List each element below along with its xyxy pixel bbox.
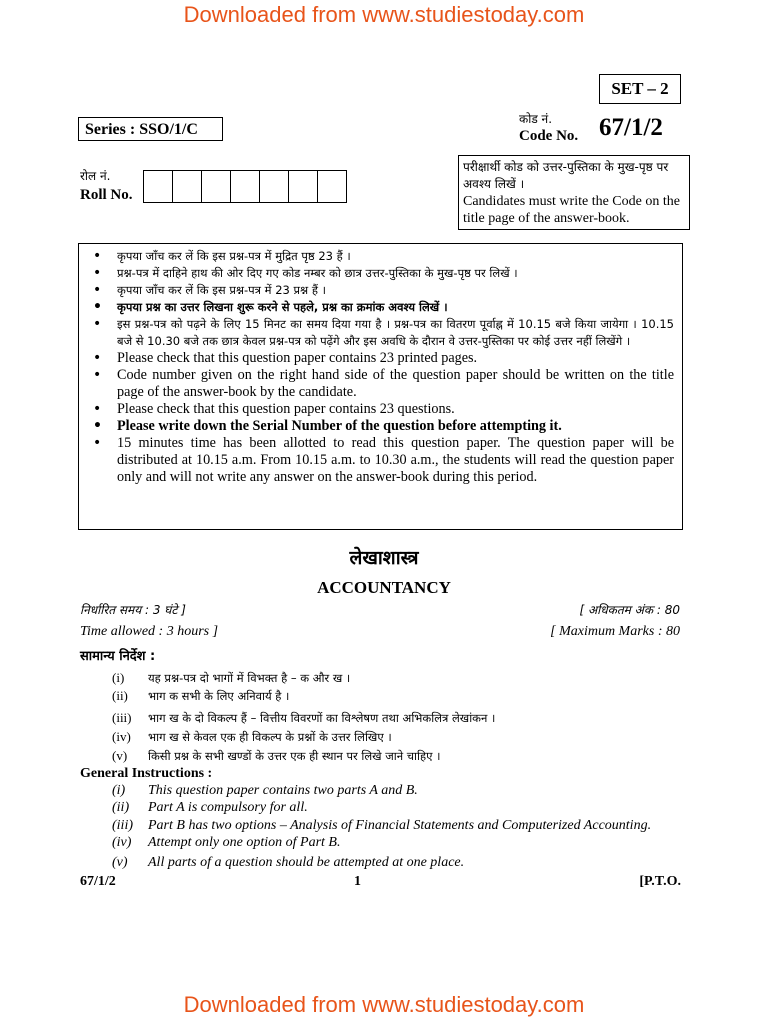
instruction-item: • कृपया जाँच कर लें कि इस प्रश्न-पत्र में मुद्रित पृष्ठ 23 हैं । (89, 248, 674, 265)
roll-digit-box (231, 171, 260, 202)
instruction-item: • कृपया जाँच कर लें कि इस प्रश्न-पत्र में 23 प्रश्न हैं । (89, 282, 674, 299)
instruction-item: • प्रश्न-पत्र में दाहिने हाथ की ओर दिए गए कोड नम्बर को छात्र उत्तर-पुस्तिका के मुख-पृष्ठ पर लिखें । (89, 265, 674, 282)
general-instruction-hindi: (iii) भाग ख के दो विकल्प हैं – वित्तीय विवरणों का विश्लेषण तथा अभिकलित्र लेखांकन । (112, 710, 496, 725)
roll-digit-box (260, 171, 289, 202)
instruction-item: • Please check that this question paper contains 23 printed pages. (89, 350, 674, 367)
page-number: 1 (354, 874, 361, 889)
max-marks: [ Maximum Marks : 80 (550, 624, 680, 639)
subject-title: ACCOUNTANCY (317, 578, 451, 597)
code-label-hindi: कोड नं. (519, 112, 553, 126)
general-instruction: (ii) Part A is compulsory for all. (112, 800, 308, 815)
roll-label: Roll No. (80, 187, 133, 203)
general-instruction: (v) All parts of a question should be attempted at one place. (112, 855, 465, 870)
code-number: 67/1/2 (599, 114, 663, 141)
pto-label: [P.T.O. (639, 874, 681, 889)
general-instruction-hindi: (iv) भाग ख से केवल एक ही विकल्प के प्रश्नों के उत्तर लिखिए । (112, 729, 392, 744)
general-instruction-hindi: (ii) भाग क सभी के लिए अनिवार्य है । (112, 688, 290, 703)
general-instruction: (iv) Attempt only one option of Part B. (112, 835, 341, 850)
general-instructions-hindi-heading: सामान्य निर्देश : (80, 649, 156, 664)
instructions-list (89, 248, 674, 486)
instruction-item: • Code number given on the right hand side of the question paper should be written on the title page of the answer-book by the candidate. (89, 367, 674, 401)
download-banner-top: Downloaded from www.studiestoday.com (183, 2, 585, 27)
roll-digit-box (202, 171, 231, 202)
general-instructions-heading: General Instructions : (80, 766, 213, 781)
max-marks-hindi: [ अधिकतम अंक : 80 (579, 603, 680, 617)
general-instruction-hindi: (i) यह प्रश्न-पत्र दो भागों में विभक्त है – क और ख । (112, 670, 351, 685)
instruction-item: • इस प्रश्न-पत्र को पढ़ने के लिए 15 मिनट का समय दिया गया है । प्रश्न-पत्र का वितरण पूर्वाह्न में 10.15 बजे किया जायेगा । 10.15 बजे से 10.30 बजे तक छात्र केवल प्रश्न-पत्र को पढ़ेंगे और इस अवधि के दौरान वे उत्तर-पुस्तिका पर कोई उत्तर नहीं लिखेंगे । (89, 316, 674, 350)
download-banner-bottom: Downloaded from www.studiestoday.com (183, 992, 585, 1017)
time-allowed-hindi: निर्धारित समय : 3 घंटे ] (80, 603, 186, 617)
code-label: Code No. (519, 128, 579, 144)
instruction-item: • Please write down the Serial Number of the question before attempting it. (89, 418, 674, 435)
series-label: Series : SSO/1/C (78, 117, 223, 141)
instructions-box (78, 243, 683, 530)
roll-label-hindi: रोल नं. (80, 169, 111, 183)
instruction-item: • 15 minutes time has been allotted to read this question paper. The question paper will be distributed at 10.15 a.m. From 10.15 a.m. to 10.30 a.m., the students will read the question paper only and will not write any answer on the answer-book during this period. (89, 435, 674, 486)
roll-digit-box (289, 171, 318, 202)
candidate-note-box (458, 155, 690, 230)
roll-digit-box (318, 171, 347, 202)
general-instruction-hindi: (v) किसी प्रश्न के सभी खण्डों के उत्तर एक ही स्थान पर लिखे जाने चाहिए । (112, 748, 441, 763)
instruction-item: • कृपया प्रश्न का उत्तर लिखना शुरू करने से पहले, प्रश्न का क्रमांक अवश्य लिखें । (89, 299, 674, 316)
candidate-note-hindi: परीक्षार्थी कोड को उत्तर-पुस्तिका के मुख-पृष्ठ पर अवश्य लिखें । (463, 160, 669, 191)
general-instruction: (iii) Part B has two options – Analysis of Financial Statements and Computerized Accounting. (112, 818, 652, 833)
instruction-item: • Please check that this question paper contains 23 questions. (89, 401, 674, 418)
footer-code: 67/1/2 (80, 874, 116, 889)
roll-number-boxes (143, 170, 347, 203)
set-label: SET – 2 (599, 74, 681, 104)
candidate-note-english: Candidates must write the Code on the title page of the answer-book. (463, 194, 680, 226)
roll-digit-box (144, 171, 173, 202)
time-allowed: Time allowed : 3 hours ] (80, 624, 219, 639)
general-instruction: (i) This question paper contains two parts A and B. (112, 783, 418, 798)
subject-title-hindi: लेखाशास्त्र (349, 547, 419, 569)
roll-digit-box (173, 171, 202, 202)
